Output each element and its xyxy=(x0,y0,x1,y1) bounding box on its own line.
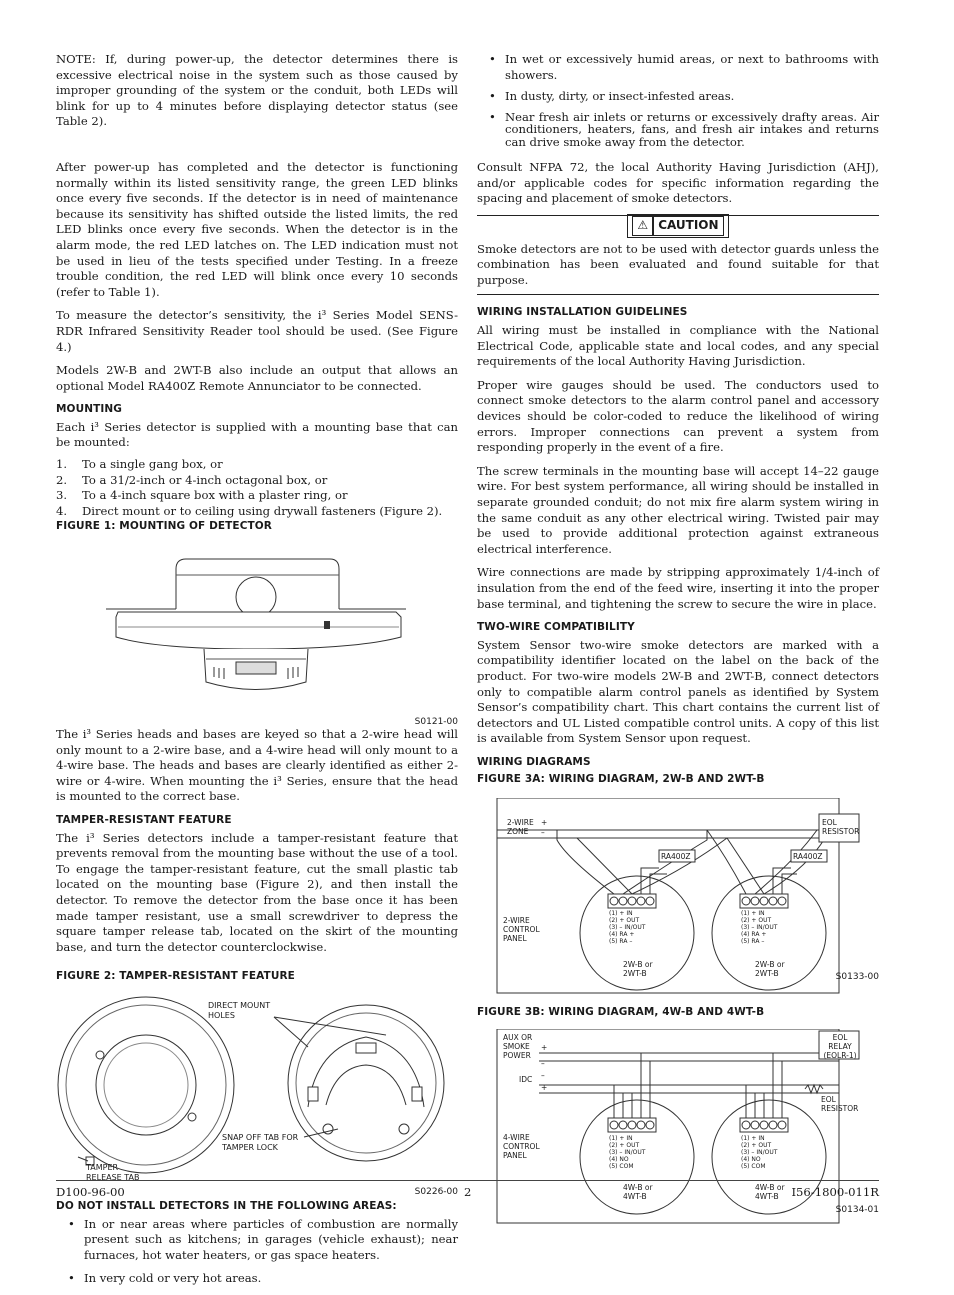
fig3b-minus: – xyxy=(541,1070,545,1080)
list-item: 3. To a 4-inch square box with a plaster ring, or xyxy=(56,488,348,503)
fig3a-ra400z-label: RA400Z xyxy=(793,852,823,862)
wiring-p3: The screw terminals in the mounting base will accept 14–22 gauge wire. For best system performance, all wiring should be installed in separate grounded conduit; do not mix fire alarm system wiring in the same conduit as any other electrical wiring. Twisted pair may be used to provide additional protection against extraneous electrical interference. xyxy=(477,463,879,556)
wiring-p1: All wiring must be installed in compliance with the National Electrical Code, applicable state and local codes, and any special requirements of the local Authority Having Jurisdiction. xyxy=(477,323,879,369)
compat-heading: TWO-WIRE COMPATIBILITY xyxy=(477,621,635,634)
fig3a-detector-label: 2W-B or 2WT-B xyxy=(755,960,785,979)
fig3b-plus: + xyxy=(541,1042,548,1052)
fig3b-term: (3) – IN/OUT xyxy=(609,1148,646,1156)
fig3a-term: (5) RA – xyxy=(741,938,765,946)
fig3a-ra400z-label: RA400Z xyxy=(661,852,691,862)
page-number: 2 xyxy=(464,1185,472,1199)
wiring-p4: Wire connections are made by stripping approximately 1/4-inch of insulation from the end of the feed wire, inserting it into the proper base terminal, and tightening the screw to secure the wire in place. xyxy=(477,565,879,611)
left-column xyxy=(56,52,458,1295)
fig3b-eolres-label: EOL RESISTOR xyxy=(821,1094,859,1113)
figure1-illustration xyxy=(56,537,458,727)
figure2-code: S0226-00 xyxy=(414,1186,458,1197)
fig3b-term: (4) NO xyxy=(609,1155,629,1163)
list-item: • In or near areas where particles of combustion are normally present such as kitchens; in garages (vehicle exhaust); near furnaces, hot water heaters, or gas space heaters. xyxy=(56,1217,458,1264)
areas-list xyxy=(477,52,879,148)
fig3a-term: (5) RA – xyxy=(609,938,633,946)
figure2-illustration xyxy=(56,987,458,1199)
list-item: 4. Direct mount or to ceiling using drywall fasteners (Figure 2). xyxy=(56,503,443,518)
figure3b-code: S0134-01 xyxy=(835,1204,879,1215)
footer-doc-number: D100-96-00 xyxy=(56,1185,125,1199)
do-not-install-list xyxy=(56,1217,458,1287)
fig3b-terms xyxy=(609,1135,659,1170)
fig3b-term: (1) + IN xyxy=(741,1134,765,1142)
fig3b-term: (4) NO xyxy=(741,1155,761,1163)
footer-part-number: I56-1800-011R xyxy=(791,1185,879,1199)
wiring-p2: Proper wire gauges should be used. The conductors used to connect smoke detectors to the alarm control panel and accessory devices should be color-coded to reduce the likelihood of wiring errors. Improper connections can prevent a system from responding properly in the event of a fire. xyxy=(477,377,879,455)
caution-box xyxy=(477,214,879,238)
fig3a-term: (1) + IN xyxy=(741,910,765,918)
note-paragraph: NOTE: If, during power-up, the detector determines there is excessive electrical noise in the system such as those caused by improper grounding of the system or the conduit, both LEDs will blink for up to 4 minutes before displaying detector status (see Table 2). xyxy=(56,52,458,129)
fig3a-detector-label: 2W-B or 2WT-B xyxy=(623,960,653,979)
fig3a-eol-label: EOL RESISTOR xyxy=(822,818,860,837)
list-item: • In dusty, dirty, or insect-infested areas. xyxy=(477,89,879,105)
list-item: • In wet or excessively humid areas, or next to bathrooms with showers. xyxy=(477,52,879,83)
fig3b-term: (2) + OUT xyxy=(741,1141,772,1149)
fig3a-panel-label: 2-WIRE CONTROL PANEL xyxy=(503,916,540,944)
fig3a-minus: – xyxy=(541,828,545,838)
fig3a-term: (4) RA + xyxy=(609,931,635,939)
fig3a-term: (2) + OUT xyxy=(609,917,640,925)
fig3a-term: (3) – IN/OUT xyxy=(741,924,778,932)
nfpa-paragraph: Consult NFPA 72, the local Authority Having Jurisdiction (AHJ), and/or applicable codes for specific information regarding the spacing and placement of smoke detectors. xyxy=(477,160,879,206)
fig3b-plus: + xyxy=(541,1082,548,1092)
fig3a-terms xyxy=(741,910,791,945)
warning-triangle-icon: ⚠ xyxy=(632,216,653,236)
figure3a-code: S0133-00 xyxy=(835,972,879,983)
wiring-diagrams-heading: WIRING DIAGRAMS xyxy=(477,755,591,768)
fig3b-relay-label: EOL RELAY (EOLR-1) xyxy=(823,1032,857,1060)
led-paragraph: After power-up has completed and the detector is functioning normally within its listed sensitivity range, the green LED blinks once every five seconds. If the detector is in need of maintenance because its sensitivity has shifted outside the listed limits, the red LED blinks once every five seconds. When the detector is in the alarm mode, the red LED latches on. The LED indication must not be used in lieu of the tests specified under Testing. In a freeze trouble condition, the red LED will blink once every 10 seconds (refer to Table 1). xyxy=(56,159,458,299)
fig3a-zone-label: 2-WIRE ZONE xyxy=(507,818,534,837)
snap-off-tab-label: SNAP OFF TAB FOR TAMPER LOCK xyxy=(222,1132,299,1152)
fig3b-detector-label: 4W-B or 4WT-B xyxy=(755,1182,785,1201)
sensitivity-paragraph: To measure the detector’s sensitivity, the i³ Series Model SENS-RDR Infrared Sensitivity Reader tool should be used. (See Figure 4.) xyxy=(56,308,458,354)
fig3a-term: (3) – IN/OUT xyxy=(609,924,646,932)
fig3a-terms xyxy=(609,910,659,945)
caution-bottom-rule xyxy=(477,294,879,295)
fig3b-term: (2) + OUT xyxy=(609,1141,640,1149)
figure3b-title: FIGURE 3B: WIRING DIAGRAM, 4W-B AND 4WT-B xyxy=(477,1006,765,1019)
tamper-heading: TAMPER-RESISTANT FEATURE xyxy=(56,814,232,826)
mounting-list xyxy=(56,457,458,519)
caution-label: ⚠ CAUTION xyxy=(627,214,728,238)
list-item: • Near fresh air inlets or returns or excessively drafty areas. Air conditioners, heaters, fans, and fresh air intakes and returns can drive smoke away from the detector. xyxy=(477,111,879,149)
direct-mount-holes-label: DIRECT MOUNT HOLES xyxy=(208,1000,271,1020)
list-item: 2. To a 31/2-inch or 4-inch octagonal box, or xyxy=(56,472,328,487)
fig3b-terms xyxy=(741,1135,791,1170)
ra400z-paragraph: Models 2W-B and 2WT-B also include an output that allows an optional Model RA400Z Remote Annunciator to be connected. xyxy=(56,363,458,393)
do-not-install-heading: DO NOT INSTALL DETECTORS IN THE FOLLOWING AREAS: xyxy=(56,1199,397,1212)
mounting-intro: Each i³ Series detector is supplied with a mounting base that can be mounted: xyxy=(56,419,458,450)
fig3b-minus: – xyxy=(541,1058,545,1068)
figure2-title: FIGURE 2: TAMPER-RESISTANT FEATURE xyxy=(56,970,295,983)
figure3a-title: FIGURE 3A: WIRING DIAGRAM, 2W-B AND 2WT-B xyxy=(477,773,765,786)
mounting-heading: MOUNTING xyxy=(56,403,122,416)
list-item: • In very cold or very hot areas. xyxy=(56,1271,458,1287)
fig3b-detector-label: 4W-B or 4WT-B xyxy=(623,1182,653,1201)
figure1-code: S0121-00 xyxy=(414,717,458,728)
keyed-paragraph: The i³ Series heads and bases are keyed so that a 2-wire head will only mount to a 2-wire base, and a 4-wire head will only mount to a 4-wire base. The heads and bases are clearly identified as either 2-wire or 4-wire. When mounting the i³ Series, ensure that the head is mounted to the correct base. xyxy=(56,727,458,804)
fig3b-term: (5) COM xyxy=(609,1162,634,1170)
tamper-paragraph: The i³ Series detectors include a tamper-resistant feature that prevents removal from the mounting base without the use of a tool. To engage the tamper-resistant feature, cut the small plastic tab located on the mounting base (Figure 2), and then install the detector. To remove the detector from the base once it has been made tamper resistant, use a small screwdriver to depress the square tamper release tab, located on the skirt of the mounting base, and turn the detector counterclockwise. xyxy=(56,830,458,954)
tamper-release-tab-label: TAMPER RELEASE TAB xyxy=(86,1162,140,1182)
figure3a-diagram xyxy=(477,798,879,1003)
caution-paragraph: Smoke detectors are not to be used with detector guards unless the combination has been evaluated and found suitable for that purpose. xyxy=(477,241,879,287)
compat-paragraph: System Sensor two-wire smoke detectors are marked with a compatibility identifier located on the label on the back of the product. For two-wire models 2W-B and 2WT-B, connect detectors only to compatible alarm control panels as identified by System Sensor’s compatibility chart. This chart contains the current list of detectors and UL Listed compatible control units. A copy of this list is available from System Sensor upon request. xyxy=(477,637,879,746)
fig3b-idc-label: IDC xyxy=(519,1074,533,1084)
fig3b-aux-label: AUX OR SMOKE POWER xyxy=(503,1032,533,1060)
fig3b-term: (1) + IN xyxy=(609,1134,633,1142)
wiring-heading: WIRING INSTALLATION GUIDELINES xyxy=(477,306,688,319)
fig3b-panel-label: 4-WIRE CONTROL PANEL xyxy=(503,1132,540,1160)
fig3a-term: (1) + IN xyxy=(609,910,633,918)
figure1-title: FIGURE 1: MOUNTING OF DETECTOR xyxy=(56,520,272,533)
fig3b-term: (3) – IN/OUT xyxy=(741,1148,778,1156)
right-column xyxy=(477,52,879,1229)
list-item: 1. To a single gang box, or xyxy=(56,457,223,472)
fig3b-term: (5) COM xyxy=(741,1162,766,1170)
fig3a-term: (4) RA + xyxy=(741,931,767,939)
fig3a-plus: + xyxy=(541,818,548,828)
fig3a-term: (2) + OUT xyxy=(741,917,772,925)
